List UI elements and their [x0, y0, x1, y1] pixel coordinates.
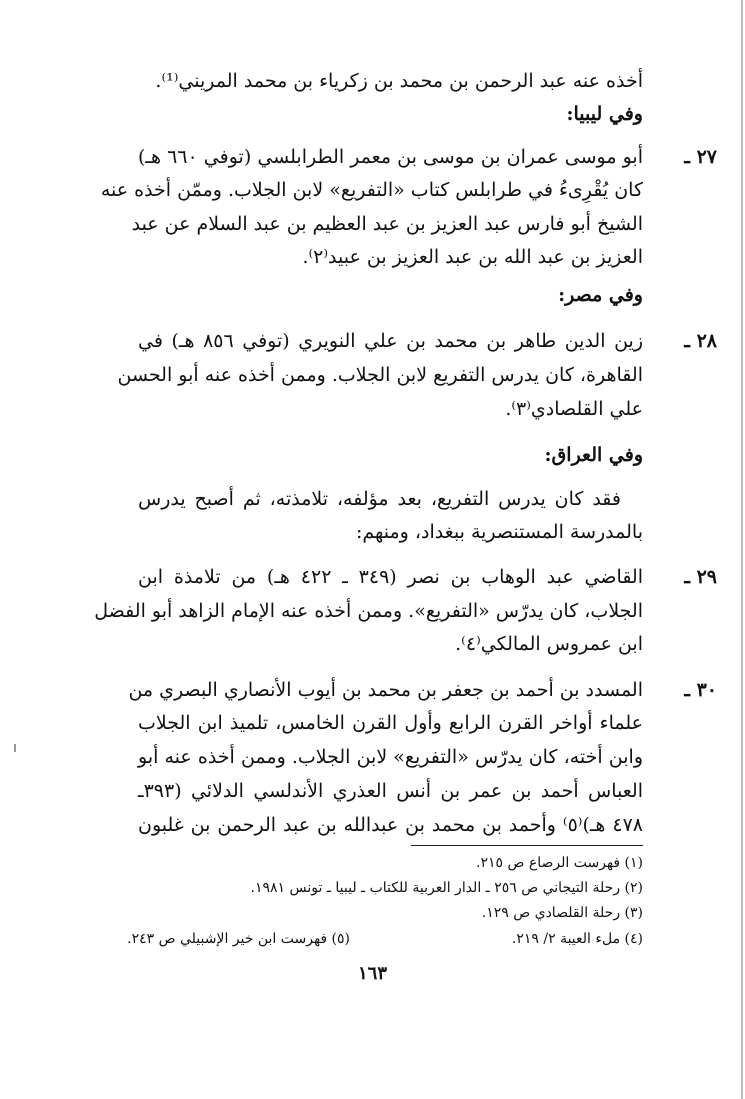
entry-number-28: ٢٨ ـ — [684, 330, 717, 352]
section-heading-iraq: وفي العراق: — [544, 444, 643, 466]
scan-speck — [14, 744, 16, 752]
entry-30-line: ٤٧٨ هـ)⁽٥⁾ وأحمد بن محمد بن عبدالله بن عبد الرحمن بن غلبون — [138, 814, 643, 836]
footnote-separator — [411, 845, 643, 846]
paragraph-line: فقد كان يدرس التفريع، بعد مؤلفه، تلامذته، ثم أصبح يدرس — [138, 488, 621, 510]
entry-27-line: أبو موسى عمران بن موسى بن معمر الطرابلسي (توفي ٦٦٠ هـ) — [138, 146, 643, 168]
entry-number-27: ٢٧ ـ — [684, 146, 717, 168]
scan-edge-shadow — [741, 0, 743, 1099]
entry-number-30: ٣٠ ـ — [684, 679, 717, 701]
page-number: ١٦٣ — [357, 963, 387, 984]
section-heading-egypt: وفي مصر: — [558, 284, 643, 306]
entry-29-line: الجلاب، كان يدرّس «التفريع». وممن أخذه عنه الإمام الزاهد أبو الفضل — [94, 600, 643, 622]
entry-30-line: المسدد بن أحمد بن جعفر بن محمد بن أيوب الأنصاري البصري من — [128, 679, 643, 701]
footnote-2: (٢) رحلة التيجاني ص ٢٥٦ ـ الدار العربية للكتاب ـ ليبيا ـ تونس ١٩٨١. — [250, 880, 643, 896]
text-line: أخذه عنه عبد الرحمن بن محمد بن زكرياء بن محمد المريني⁽¹⁾. — [155, 70, 643, 92]
footnote-1: (١) فهرست الرصاع ص ٢١٥. — [476, 855, 643, 871]
entry-28-line: زين الدين طاهر بن محمد بن علي النويري (توفي ٨٥٦ هـ) في — [138, 330, 643, 352]
entry-28-line: علي القلصادي⁽٣⁾. — [505, 398, 643, 420]
entry-30-line: العباس أحمد بن عمر بن أنس العذري الأندلسي الدلائي (٣٩٣ـ — [138, 780, 643, 802]
entry-27-line: كان يُقْرِىءُ في طرابلس كتاب «التفريع» لابن الجلاب. وممّن أخذه عنه — [100, 179, 643, 201]
footnote-5: (٥) فهرست ابن خير الإشبيلي ص ٢٤٣. — [127, 931, 350, 947]
footnote-3: (٣) رحلة القلصادي ص ١٢٩. — [481, 905, 643, 921]
entry-27-line: العزيز بن عبد الله بن عبد العزيز بن عبيد⁽٢⁾. — [302, 246, 643, 268]
paragraph-line: بالمدرسة المستنصرية ببغداد، ومنهم: — [355, 521, 643, 543]
entry-30-line: وابن أخته، كان يدرّس «التفريع» لابن الجلاب. وممن أخذه عنه أبو — [138, 746, 643, 768]
footnote-4: (٤) ملء العيبة ٢/ ٢١٩. — [511, 931, 643, 947]
entry-29-line: القاضي عبد الوهاب بن نصر (٣٤٩ ـ ٤٢٢ هـ) من تلامذة ابن — [138, 566, 643, 588]
entry-30-line: علماء أواخر القرن الرابع وأول القرن الخامس، تلميذ ابن الجلاب — [138, 712, 643, 734]
entry-27-line: الشيخ أبو فارس عبد العزيز بن عبد العظيم بن عبد السلام عن عبد — [131, 213, 643, 235]
entry-number-29: ٢٩ ـ — [684, 566, 717, 588]
entry-29-line: ابن عمروس المالكي⁽٤⁾. — [455, 633, 643, 655]
section-heading-libya: وفي ليبيا: — [566, 103, 643, 125]
entry-28-line: القاهرة، كان يدرس التفريع لابن الجلاب. وممن أخذه عنه أبو الحسن — [117, 364, 643, 386]
